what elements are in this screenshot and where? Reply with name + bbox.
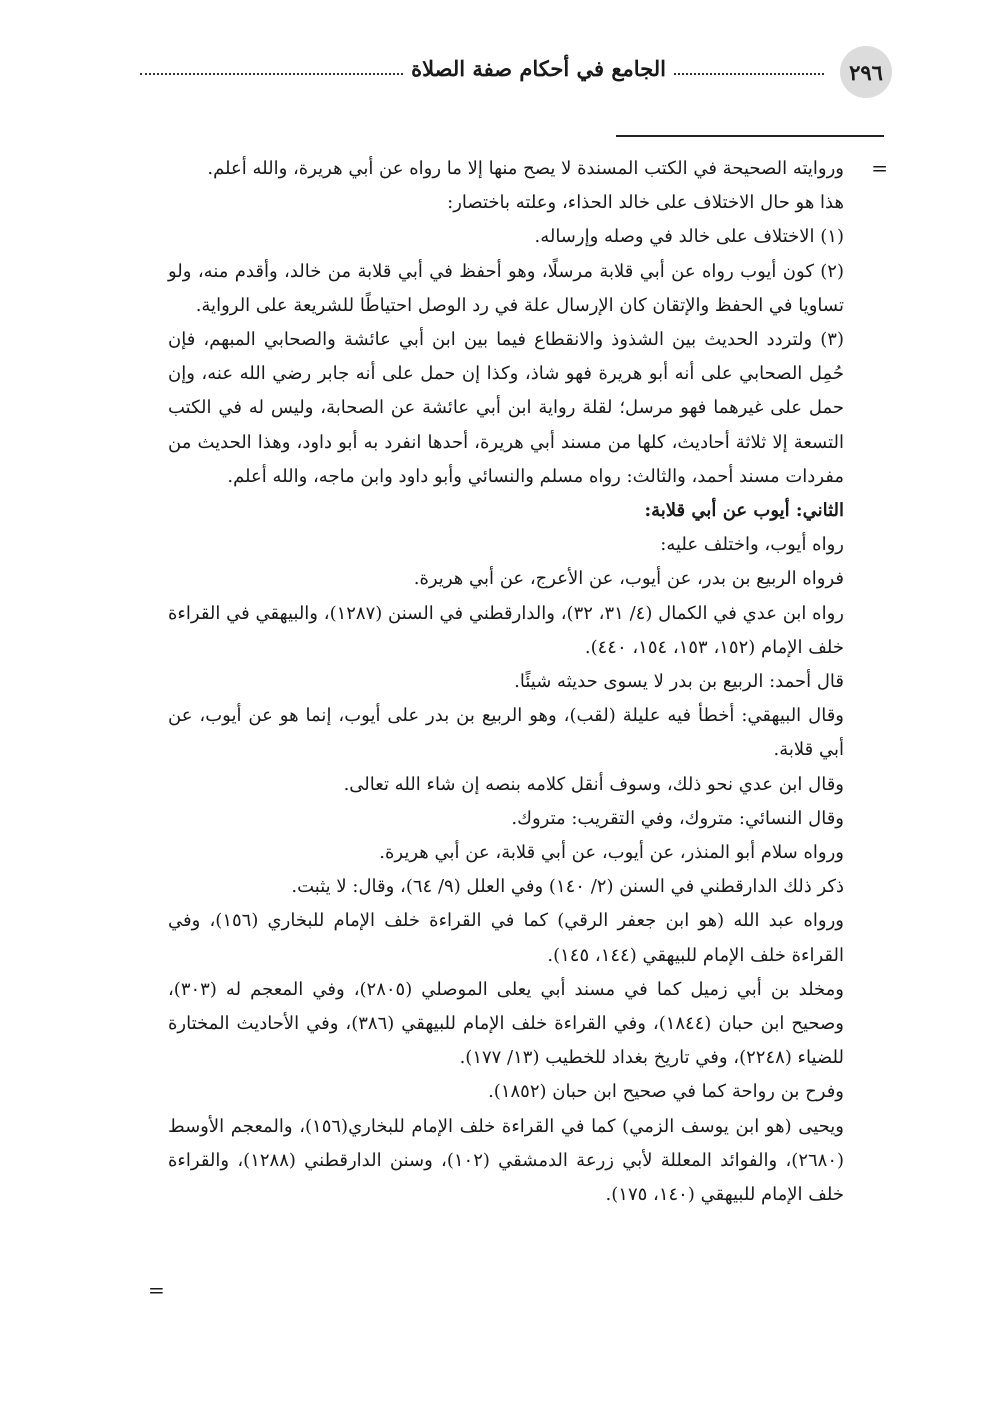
- footnote-separator: [616, 135, 884, 137]
- paragraph-16: ورواه عبد الله (هو ابن جعفر الرقي) كما في القراءة خلف الإمام للبخاري (١٥٦)، وفي القراءة خلف الإمام للبيهقي (١٤٤، ١٤٥).: [168, 910, 844, 966]
- paragraph-15: ذكر ذلك الدارقطني في السنن (٢/ ١٤٠) وفي العلل (٩/ ٦٤)، وقال: لا يثبت.: [291, 876, 844, 898]
- page-number: ٢٩٦: [849, 59, 883, 85]
- paragraph-12: وقال ابن عدي نحو ذلك، وسوف أنقل كلامه بنصه إن شاء الله تعالى.: [343, 773, 844, 795]
- paragraph-9: رواه ابن عدي في الكمال (٤/ ٣١، ٣٢)، والدارقطني في السنن (١٢٨٧)، والبيهقي في القراءة خلف الإمام (١٥٢، ١٥٣، ١٥٤، ٤٤٠).: [168, 602, 844, 658]
- page-header: [140, 46, 892, 98]
- paragraph-19: ويحيى (هو ابن يوسف الزمي) كما في القراءة خلف الإمام للبخاري(١٥٦)، والمعجم الأوسط (٢٦٨٠)، والفوائد المعللة لأبي زرعة الدمشقي (١٠٢)، وسنن الدارقطني (١٢٨٨)، والقراءة خلف الإمام للبيهقي (١٤٠، ١٧٥).: [168, 1115, 845, 1206]
- page-number-badge: [840, 46, 892, 98]
- paragraph-3: (١) الاختلاف على خالد في وصله وإرساله.: [534, 226, 844, 248]
- paragraph-2: هذا هو حال الاختلاف على خالد الحذاء، وعلته باختصار:: [447, 192, 844, 214]
- paragraph-7: رواه أيوب، واختلف عليه:: [660, 534, 844, 556]
- paragraph-17: ومخلد بن أبي زميل كما في مسند أبي يعلى الموصلي (٢٨٠٥)، وفي المعجم له (٣٠٣)، وصحيح ابن حبان (١٨٤٤)، وفي القراءة خلف الإمام للبيهقي (٣٨٦)، وفي الأحاديث المختارة للضياء (٢٢٤٨)، وفي تاريخ بغداد للخطيب (١٣/ ١٧٧).: [168, 978, 844, 1069]
- running-title: [140, 56, 824, 81]
- paragraph-14: ورواه سلام أبو المنذر، عن أيوب، عن أبي قلابة، عن أبي هريرة.: [379, 842, 844, 864]
- paragraph-11: وقال البيهقي: أخطأ فيه عليلة (لقب)، وهو الربيع بن بدر على أيوب، إنما هو عن أيوب، عن أبي قلابة.: [168, 705, 844, 761]
- continuation-mark-start: =: [871, 156, 888, 180]
- leader-dots-left: [140, 73, 403, 75]
- section-heading: الثاني: أيوب عن أبي قلابة:: [644, 500, 844, 522]
- continuation-mark-end: =: [148, 1278, 165, 1302]
- footnote-body: [168, 152, 844, 1212]
- paragraph-8: فرواه الربيع بن بدر، عن أيوب، عن الأعرج، عن أبي هريرة.: [413, 568, 844, 590]
- paragraph-1: وروايته الصحيحة في الكتب المسندة لا يصح منها إلا ما رواه عن أبي هريرة، والله أعلم.: [207, 158, 844, 179]
- paragraph-10: قال أحمد: الربيع بن بدر لا يسوى حديثه شيئًا.: [514, 671, 844, 693]
- paragraph-5: (٣) ولتردد الحديث بين الشذوذ والانقطاع فيما بين ابن أبي عائشة والصحابي المبهم، فإن حُمِل الصحابي على أنه أبو هريرة فهو شاذ، وكذا إن حمل على أنه جابر رضي الله عنه، وإن حمل على غيرهما فهو مرسل؛ لقلة رواية ابن أبي عائشة عن الصحابة، وليس له في الكتب التسعة إلا ثلاثة أحاديث، كلها من مسند أبي هريرة، أحدها انفرد به أبو داود، وهذا الحديث من مفردات مسند أحمد، والثالث: رواه مسلم والنسائي وأبو داود وابن ماجه، والله أعلم.: [168, 329, 844, 487]
- leader-dots-right: [674, 73, 824, 75]
- paragraph-4: (٢) كون أيوب رواه عن أبي قلابة مرسلًا، وهو أحفظ في أبي قلابة من خالد، وأقدم منه، ولو تساويا في الحفظ والإتقان كان الإرسال علة في رد الوصل احتياطًا للشريعة على الرواية.: [168, 260, 844, 316]
- paragraph-13: وقال النسائي: متروك، وفي التقريب: متروك.: [511, 807, 844, 829]
- paragraph-18: وفرح بن رواحة كما في صحيح ابن حبان (١٨٥٢).: [488, 1081, 844, 1103]
- book-title: الجامع في أحكام صفة الصلاة: [411, 56, 666, 81]
